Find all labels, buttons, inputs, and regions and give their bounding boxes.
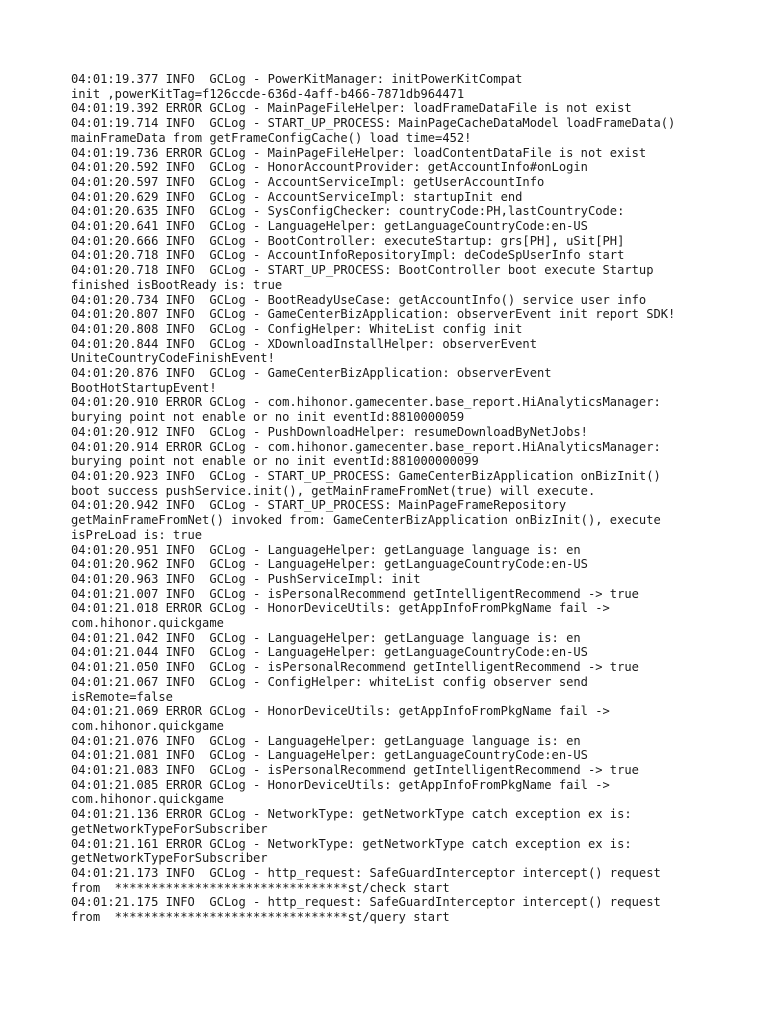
log-line: 04:01:20.597 INFO GCLog - AccountServiceImpl: getUserAccountInfo [71, 174, 545, 189]
log-line: 04:01:20.923 INFO GCLog - START_UP_PROCESS: GameCenterBizApplication onBizInit() [71, 468, 661, 483]
log-line: com.hihonor.quickgame [71, 792, 224, 807]
log-line: 04:01:20.910 ERROR GCLog - com.hihonor.gamecenter.base_report.HiAnalyticsManager: [71, 395, 661, 410]
log-line: 04:01:21.018 ERROR GCLog - HonorDeviceUtils: getAppInfoFromPkgName fail -> [71, 601, 610, 616]
log-line: 04:01:20.635 INFO GCLog - SysConfigChecker: countryCode:PH,lastCountryCode: [71, 204, 625, 219]
log-line: com.hihonor.quickgame [71, 718, 224, 733]
log-line: mainFrameData from getFrameConfigCache() load time=452! [71, 130, 472, 145]
log-line: 04:01:21.067 INFO GCLog - ConfigHelper: whiteList config observer send [71, 674, 588, 689]
log-line: 04:01:21.044 INFO GCLog - LanguageHelper: getLanguageCountryCode:en-US [71, 645, 588, 660]
log-line: 04:01:21.083 INFO GCLog - isPersonalRecommend getIntelligentRecommend -> true [71, 763, 639, 778]
log-line: 04:01:20.876 INFO GCLog - GameCenterBizApplication: observerEvent [71, 366, 552, 381]
log-line: 04:01:21.081 INFO GCLog - LanguageHelper: getLanguageCountryCode:en-US [71, 748, 588, 763]
log-line: from ********************************st/check start [71, 880, 450, 895]
log-line: init ,powerKitTag=f126ccde-636d-4aff-b466-7871db964471 [71, 86, 465, 101]
log-line: 04:01:21.173 INFO GCLog - http_request: SafeGuardInterceptor intercept() request [71, 865, 661, 880]
log-line: finished isBootReady is: true [71, 277, 283, 292]
log-line: UniteCountryCodeFinishEvent! [71, 351, 275, 366]
log-line: 04:01:21.085 ERROR GCLog - HonorDeviceUtils: getAppInfoFromPkgName fail -> [71, 777, 610, 792]
log-line: 04:01:21.136 ERROR GCLog - NetworkType: getNetworkType catch exception ex is: [71, 807, 632, 822]
log-line: getNetworkTypeForSubscriber [71, 821, 268, 836]
log-line: com.hihonor.quickgame [71, 616, 224, 631]
log-line: isRemote=false [71, 689, 173, 704]
log-line: 04:01:20.734 INFO GCLog - BootReadyUseCase: getAccountInfo() service user info [71, 292, 647, 307]
log-line: isPreLoad is: true [71, 527, 203, 542]
log-line: 04:01:20.951 INFO GCLog - LanguageHelper: getLanguage language is: en [71, 542, 581, 557]
log-line: 04:01:20.962 INFO GCLog - LanguageHelper: getLanguageCountryCode:en-US [71, 557, 588, 572]
log-line: 04:01:19.736 ERROR GCLog - MainPageFileHelper: loadContentDataFile is not exist [71, 145, 647, 160]
log-line: 04:01:21.042 INFO GCLog - LanguageHelper: getLanguage language is: en [71, 630, 581, 645]
log-line: burying point not enable or no init eventId:881000000099 [71, 454, 479, 469]
log-line: 04:01:20.808 INFO GCLog - ConfigHelper: WhiteList config init [71, 321, 523, 336]
log-line: 04:01:20.641 INFO GCLog - LanguageHelper: getLanguageCountryCode:en-US [71, 219, 588, 234]
log-line: burying point not enable or no init eventId:8810000059 [71, 410, 465, 425]
log-document [71, 72, 711, 925]
log-line: 04:01:21.076 INFO GCLog - LanguageHelper: getLanguage language is: en [71, 733, 581, 748]
log-line: 04:01:19.714 INFO GCLog - START_UP_PROCESS: MainPageCacheDataModel loadFrameData() [71, 116, 676, 131]
log-line: 04:01:20.666 INFO GCLog - BootController: executeStartup: grs[PH], uSit[PH] [71, 233, 625, 248]
log-line: 04:01:20.844 INFO GCLog - XDownloadInstallHelper: observerEvent [71, 336, 537, 351]
log-line: BootHotStartupEvent! [71, 380, 217, 395]
log-line: 04:01:20.963 INFO GCLog - PushServiceImpl: init [71, 571, 421, 586]
log-line: 04:01:19.377 INFO GCLog - PowerKitManager: initPowerKitCompat [71, 72, 523, 86]
log-line: 04:01:19.392 ERROR GCLog - MainPageFileHelper: loadFrameDataFile is not exist [71, 101, 632, 116]
log-line: 04:01:20.807 INFO GCLog - GameCenterBizApplication: observerEvent init report SDK! [71, 307, 676, 322]
log-line: 04:01:21.161 ERROR GCLog - NetworkType: getNetworkType catch exception ex is: [71, 836, 632, 851]
log-line: 04:01:20.592 INFO GCLog - HonorAccountProvider: getAccountInfo#onLogin [71, 160, 588, 175]
log-line: 04:01:20.912 INFO GCLog - PushDownloadHelper: resumeDownloadByNetJobs! [71, 424, 588, 439]
log-line: boot success pushService.init(), getMainFrameFromNet(true) will execute. [71, 483, 596, 498]
log-line: 04:01:20.718 INFO GCLog - START_UP_PROCESS: BootController boot execute Startup [71, 263, 654, 278]
log-line: getNetworkTypeForSubscriber [71, 851, 268, 866]
log-line: from ********************************st/query start [71, 910, 450, 925]
log-line: 04:01:20.914 ERROR GCLog - com.hihonor.gamecenter.base_report.HiAnalyticsManager: [71, 439, 661, 454]
log-line: 04:01:20.718 INFO GCLog - AccountInfoRepositoryImpl: deCodeSpUserInfo start [71, 248, 625, 263]
log-line: 04:01:20.942 INFO GCLog - START_UP_PROCESS: MainPageFrameRepository [71, 498, 567, 513]
log-line: 04:01:21.069 ERROR GCLog - HonorDeviceUtils: getAppInfoFromPkgName fail -> [71, 704, 610, 719]
log-line: 04:01:21.050 INFO GCLog - isPersonalRecommend getIntelligentRecommend -> true [71, 660, 639, 675]
log-line: 04:01:21.007 INFO GCLog - isPersonalRecommend getIntelligentRecommend -> true [71, 586, 639, 601]
log-line: 04:01:20.629 INFO GCLog - AccountServiceImpl: startupInit end [71, 189, 523, 204]
log-line: getMainFrameFromNet() invoked from: GameCenterBizApplication onBizInit(), execute [71, 513, 661, 528]
log-line: 04:01:21.175 INFO GCLog - http_request: SafeGuardInterceptor intercept() request [71, 895, 661, 910]
